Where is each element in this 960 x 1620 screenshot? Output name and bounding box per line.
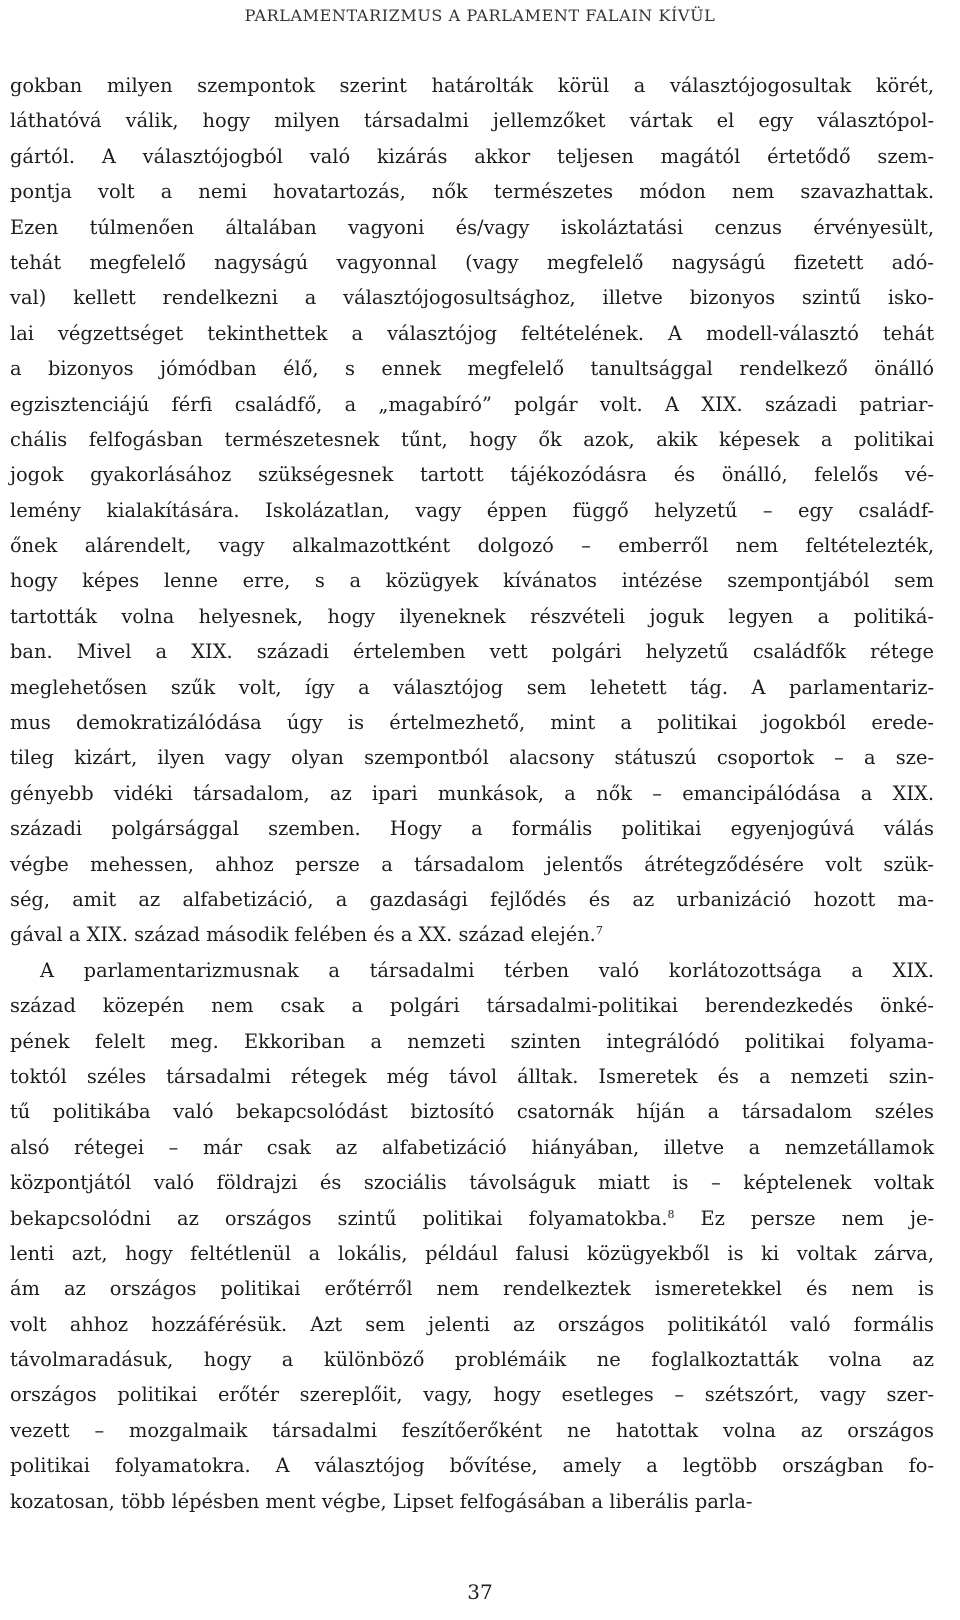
text-line: val) kellett rendelkezni a választójogosultsághoz, illetve bizonyos szintű isko- [10, 286, 934, 310]
text-line: pének felelt meg. Ekkoriban a nemzeti szinten integrálódó politikai folyama- [10, 1029, 934, 1053]
text-line: jogok gyakorlásához szükségesnek tartott tájékozódásra és önálló, felelős vé- [10, 463, 934, 487]
text-line-tail: Ez persze nem je- [674, 1206, 934, 1230]
text-line: kozatosan, több lépésben ment végbe, Lipset felfogásában a liberális parla- [10, 1489, 753, 1513]
body-text [10, 68, 934, 1519]
text-line: gártól. A választójogból való kizárás akkor teljesen magától értetődő szem- [10, 144, 935, 168]
paragraph-start-line: A parlamentarizmusnak a társadalmi térben való korlátozottsága a XIX. [40, 958, 934, 982]
running-header: PARLAMENTARIZMUS A PARLAMENT FALAIN KÍVÜL [244, 6, 716, 25]
footnote-ref-8: 8 [667, 1207, 675, 1221]
text-line: őnek alárendelt, vagy alkalmazottként dolgozó – emberről nem feltételezték, [10, 534, 934, 558]
text-line: lai végzettséget tekinthettek a választójog feltételének. A modell-választó tehát [10, 321, 934, 345]
text-line: gokban milyen szempontok szerint határolták körül a választójogosultak körét, [10, 74, 934, 97]
text-line: távolmaradásuk, hogy a különböző problémáik ne foglalkoztatták volna az [10, 1348, 934, 1372]
text-line: pontja volt a nemi hovatartozás, nők természetes módon nem szavazhattak. [10, 180, 934, 204]
text-line: a bizonyos jómódban élő, s ennek megfelelő tanultsággal rendelkező önálló [10, 357, 934, 381]
text-line: chális felfogásban természetesnek tűnt, hogy ők azok, akik képesek a politikai [10, 427, 934, 451]
text-line: lenti azt, hogy feltétlenül a lokális, például falusi közügyekből is ki voltak zárva, [10, 1241, 934, 1265]
text-line: központjától való földrajzi és szociális távolságuk miatt is – képtelenek voltak [10, 1171, 934, 1195]
text-line: Ezen túlmenően általában vagyoni és/vagy iskoláztatási cenzus érvényesült, [10, 215, 934, 239]
text-line: alsó rétegei – már csak az alfabetizáció hiányában, illetve a nemzetállamok [10, 1135, 934, 1159]
text-line: országos politikai erőtér szereplőit, vagy, hogy esetleges – szétszórt, vagy szer- [10, 1383, 934, 1407]
text-line: gával a XIX. század második felében és a XX. század elején. [10, 923, 596, 947]
text-line: ban. Mivel a XIX. századi értelemben vett polgári helyzetű családfők rétege [10, 640, 934, 664]
text-line: bekapcsolódni az országos szintű politikai folyamatokba. [10, 1206, 668, 1230]
text-line: lemény kialakítására. Iskolázatlan, vagy éppen függő helyzetű – egy családf- [10, 498, 935, 522]
text-line: végbe mehessen, ahhoz persze a társadalom jelentős átrétegződésére volt szük- [10, 852, 934, 876]
text-line: tartották volna helyesnek, hogy ilyeneknek részvételi joguk legyen a politiká- [10, 604, 934, 628]
page-number: 37 [467, 1580, 493, 1604]
text-line: egzisztenciájú férfi családfő, a „magabíró” polgár volt. A XIX. századi patriar- [10, 392, 934, 416]
text-line: vezett – mozgalmaik társadalmi feszítőerőként ne hatottak volna az országos [10, 1418, 934, 1442]
text-line: meglehetősen szűk volt, így a választójog sem lehetett tág. A parlamentariz- [10, 675, 934, 699]
text-line-footnote-7 [10, 917, 934, 952]
text-line: tehát megfelelő nagyságú vagyonnal (vagy megfelelő nagyságú fizetett adó- [10, 250, 934, 274]
text-line: mus demokratizálódása úgy is értelmezhető, mint a politikai jogokból erede- [10, 711, 934, 735]
text-line: tű politikába való bekapcsolódást biztosító csatornák híján a társadalom széles [10, 1100, 935, 1124]
text-line: hogy képes lenne erre, s a közügyek kívánatos intézése szempontjából sem [10, 569, 934, 593]
text-line: gényebb vidéki társadalom, az ipari munkások, a nők – emancipálódása a XIX. [10, 781, 934, 805]
text-line: toktól széles társadalmi rétegek még távol álltak. Ismeretek és a nemzeti szin- [10, 1064, 934, 1088]
text-line: láthatóvá válik, hogy milyen társadalmi jellemzőket vártak el egy választópol- [10, 109, 934, 133]
text-line: ség, amit az alfabetizáció, a gazdasági fejlődés és az urbanizáció hozott ma- [10, 887, 934, 911]
footnote-ref-7: 7 [595, 924, 603, 938]
text-line: politikai folyamatokra. A választójog bővítése, amely a legtöbb országban fo- [10, 1454, 934, 1478]
text-line-footnote-8 [10, 1201, 934, 1236]
text-line: tileg kizárt, ilyen vagy olyan szempontból alacsony státuszú csoportok – a sze- [10, 746, 934, 770]
text-line: volt ahhoz hozzáférésük. Azt sem jelenti az országos politikától való formális [10, 1312, 934, 1336]
text-line: század közepén nem csak a polgári társadalmi-politikai berendezkedés önké- [10, 994, 934, 1018]
text-line: századi polgársággal szemben. Hogy a formális politikai egyenjogúvá válás [10, 817, 934, 841]
text-line: ám az országos politikai erőtérről nem rendelkeztek ismeretekkel és nem is [10, 1277, 934, 1301]
